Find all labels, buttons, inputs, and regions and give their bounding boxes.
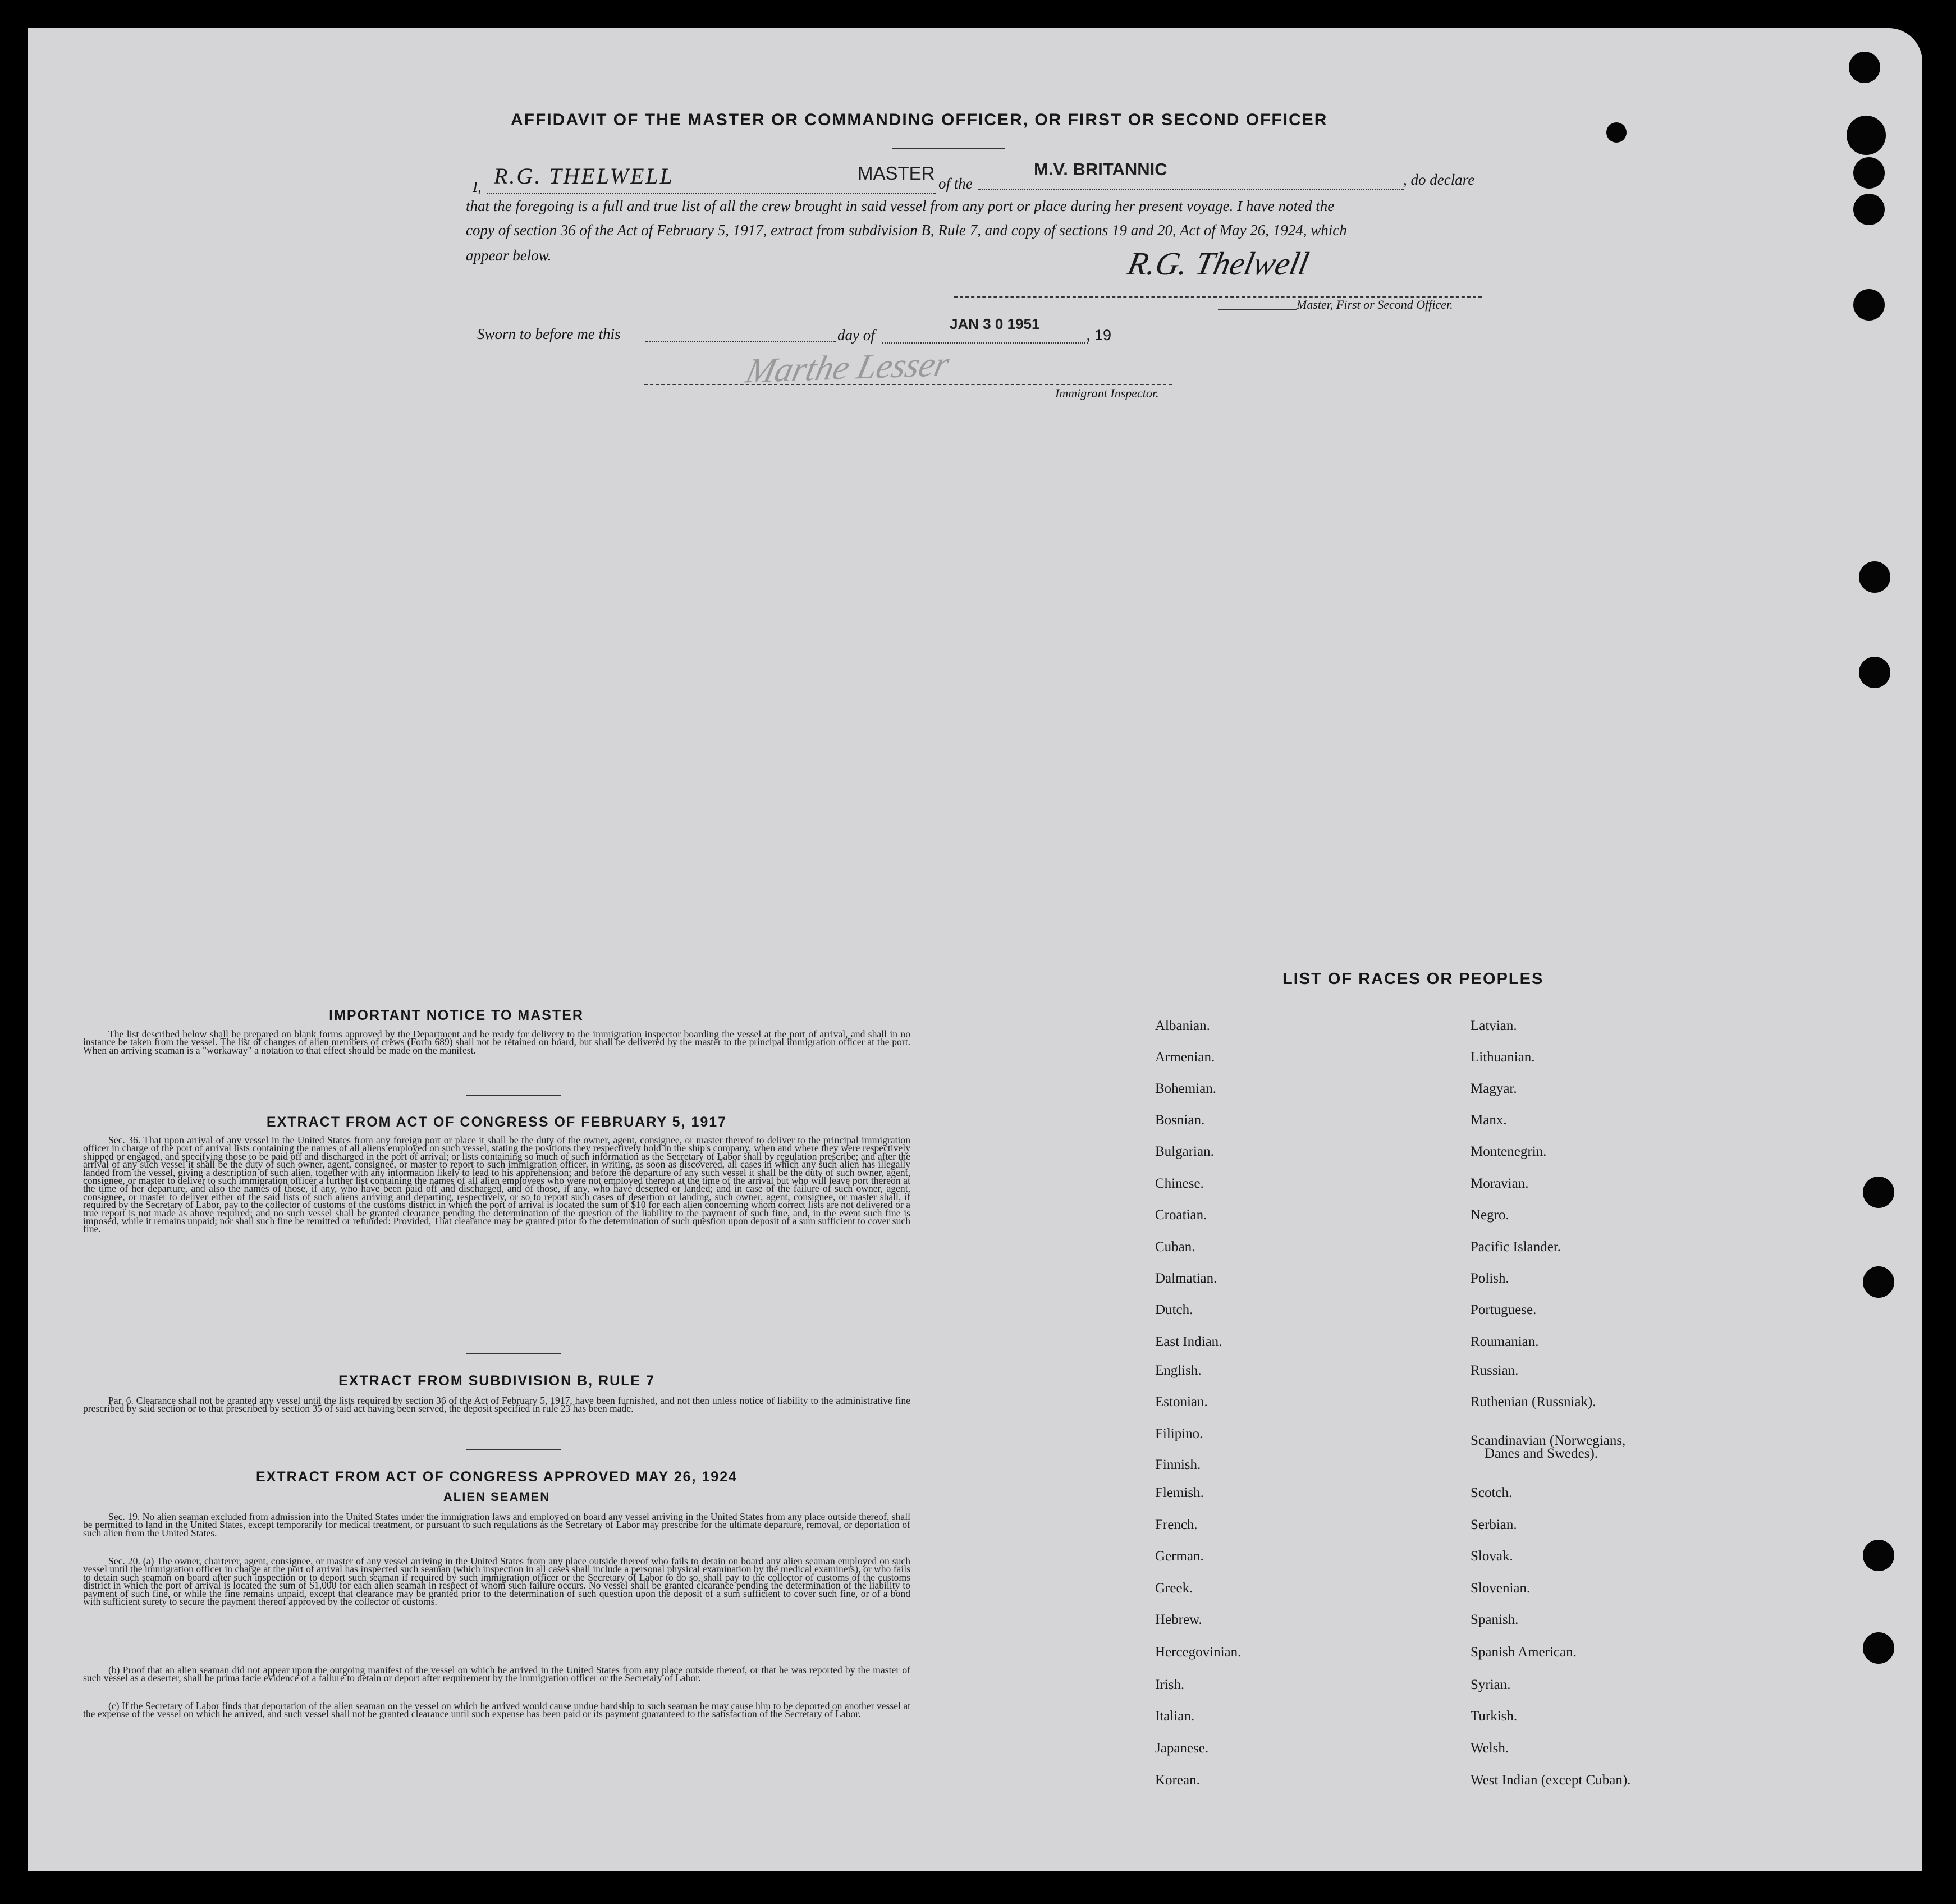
race-item: Hercegovinian. [1155,1645,1242,1660]
role-stamp: MASTER [858,163,935,184]
race-item: Manx. [1471,1113,1507,1128]
section-rule [466,1449,561,1450]
race-item: Portuguese. [1471,1302,1537,1317]
race-item: Dutch. [1155,1302,1193,1317]
punch-hole [1853,194,1885,225]
punch-hole [1863,1266,1894,1298]
race-item: Slovak. [1471,1549,1513,1564]
inspector-line [644,384,1172,385]
master-signature: R.G. Thelwell [1124,245,1312,282]
section-rule [466,1353,561,1354]
race-item: Chinese. [1155,1176,1204,1191]
punch-hole [1859,657,1890,688]
day-of-label: day of [837,327,875,344]
extract-rule7-body: Par. 6. Clearance shall not be granted any vessel until the lists required by section 36 of the Act of February 5, 1917, have been furnished, and not then unless notice of liability to the administrative fine prescribed by said section or to that prescribed by section 35 of said act having been served, the deposit specified in rule 23 has been made. [83,1395,910,1415]
race-item: German. [1155,1549,1204,1564]
do-declare-label: , do declare [1403,171,1475,188]
year-suffix: , 19 [1086,327,1112,344]
race-item: Spanish. [1471,1612,1519,1627]
race-item: Flemish. [1155,1485,1204,1500]
sec-20b-body: (b) Proof that an alien seaman did not appear upon the outgoing manifest of the vessel on which he arrived in the United States from any place outside thereof, or that he was reported by the master of such vessel as a deserter, shall be prima facie evidence of a failure to detain or deport after requirement by the immigration officer or the Secretary of Labor. [83,1664,910,1684]
races-title: LIST OF RACES OR PEOPLES [1282,970,1544,988]
extract-1917-body: Sec. 36. That upon arrival of any vessel in the United States from any foreign port or place it shall be the duty of the owner, agent, consignee, or master thereof to deliver to the principal immigration officer in charge of the port of arrival lists containing the names of all aliens employed on such vessel, stating the positions they respectively hold in the ship's company, when and where they were respectively shipped or engaged, and specifying those to be paid off and discharged in the port of arrival; or lists containing so much of such information as the Secretary of Labor shall by regulation prescribe; and after the arrival of any such vessel it shall be the duty of such owner, agent, consignee, or master to report to such immigration officer, in writing, as soon as discovered, all cases in which any such alien has illegally landed from the vessel, giving a description of such alien, together with any information likely to lead to his apprehension; and before the departure of any such vessel it shall be the duty of such owner, agent, consignee, or master to deliver to such immigration officer a further list containing the names of all alien employees who were not employed thereon at the time of the arrival but who will leave port thereon at the time of her departure, and also the names of those, if any, who have been paid off and discharged, and of those, if any, who have deserted or landed; and in case of the failure of such owner, agent, consignee, or master to deliver either of the said lists of such aliens arriving and departing, respectively, or so to report such cases of desertion or landing, such owner, agent, consignee, or master shall, if required by the Secretary of Labor, pay to the collector of customs of the customs district in which the port of arrival is located the sum of $10 for each alien concerning whom correct lists are not delivered or a true report is not made as above required; and no such vessel shall be granted clearance pending the determination of the question of the liability to the payment of such fine, and, in the event such fine is imposed, while it remains unpaid; nor shall such fine be remitted or refunded: Provided, That clearance may be granted prior to the determination of such question upon deposit of a sum sufficient to cover such fine. [83,1134,910,1235]
race-item: Slovenian. [1471,1581,1531,1596]
race-item: Negro. [1471,1207,1509,1223]
race-item: Irish. [1155,1677,1185,1692]
race-item: Filipino. [1155,1426,1203,1441]
race-item: Hebrew. [1155,1612,1202,1627]
race-item: Japanese. [1155,1741,1209,1756]
declaration-line-3: copy of section 36 of the Act of February 5, 1917, extract from subdivision B, Rule 7, and copy of sections 19 and 20, Act of May 26, 1924, which [466,222,1347,239]
vessel-stamp: M.V. BRITANNIC [1034,159,1167,179]
sworn-day-line [645,341,836,342]
section-rule [466,1095,561,1096]
punch-hole [1863,1177,1894,1208]
extract-1917-title: EXTRACT FROM ACT OF CONGRESS OF FEBRUARY 5, 1917 [266,1114,727,1130]
vessel-line [978,189,1404,190]
race-item: Pacific Islander. [1471,1239,1561,1255]
punch-hole [1853,157,1885,189]
race-item: Russian. [1471,1363,1519,1378]
race-item: Lithuanian. [1471,1050,1535,1065]
race-item: East Indian. [1155,1334,1222,1349]
master-name-handwritten: R.G. THELWELL [494,163,674,189]
punch-hole [1853,289,1885,321]
race-item: Dalmatian. [1155,1271,1217,1286]
race-item: Danes and Swedes). [1485,1446,1598,1461]
race-item: Bohemian. [1155,1081,1217,1096]
race-item: Korean. [1155,1773,1200,1788]
notice-title: IMPORTANT NOTICE TO MASTER [329,1008,584,1023]
race-item: Polish. [1471,1271,1509,1286]
sworn-label: Sworn to before me this [477,326,621,342]
punch-hole [1606,122,1627,143]
race-item: French. [1155,1517,1198,1532]
punch-hole [1849,52,1880,83]
punch-hole [1859,561,1890,593]
sworn-month-line [882,342,1088,344]
race-item: Turkish. [1471,1709,1518,1724]
race-item: Armenian. [1155,1050,1215,1065]
race-item: English. [1155,1363,1202,1378]
of-the-label: of the [938,175,973,192]
sec-19-body: Sec. 19. No alien seaman excluded from admission into the United States under the immigration laws and employed on board any vessel arriving in the United States from any place outside thereof, shall be permitted to land in the United States, except temporarily for medical treatment, or pursuant to such regulations as the Secretary of Labor may prescribe for the ultimate departure, removal, or deportation of such alien from the United States. [83,1511,910,1539]
race-item: Syrian. [1471,1677,1511,1692]
signature-caption-rule [1218,309,1297,310]
race-item: Finnish. [1155,1457,1201,1472]
race-item: Serbian. [1471,1517,1517,1532]
race-item: Ruthenian (Russniak). [1471,1394,1596,1409]
punch-hole [1847,116,1886,155]
race-item: Scotch. [1471,1485,1513,1500]
race-item: Estonian. [1155,1394,1208,1409]
race-item: Cuban. [1155,1239,1195,1255]
date-stamp: JAN 3 0 1951 [950,315,1040,332]
race-item: Bulgarian. [1155,1144,1214,1159]
race-item: West Indian (except Cuban). [1471,1773,1631,1788]
notice-body: The list described below shall be prepared on blank forms approved by the Department and be ready for delivery to the immigration inspector boarding the vessel at the port of arrival, and shall in no instance be taken from the vessel. The list of changes of alien members of crews (Form 689) shall not be retained on board, but shall be delivered by the master to the principal immigration officer at the port. When an arriving seaman is a "workaway" a notation to that effect should be made on the manifest. [83,1028,910,1056]
inspector-signature: Marthe Lesser [742,345,953,391]
race-item: Croatian. [1155,1207,1207,1223]
inspector-caption: Immigrant Inspector. [1055,386,1159,400]
race-item: Italian. [1155,1709,1195,1724]
race-item: Moravian. [1471,1176,1529,1191]
race-item: Spanish American. [1471,1645,1577,1660]
affidavit-title: AFFIDAVIT OF THE MASTER OR COMMANDING OFFICER, OR FIRST OR SECOND OFFICER [511,111,1328,129]
race-item: Albanian. [1155,1018,1210,1033]
race-item: Latvian. [1471,1018,1517,1033]
extract-1924-subtitle: ALIEN SEAMEN [443,1490,551,1504]
race-item: Montenegrin. [1471,1144,1547,1159]
race-item: Bosnian. [1155,1113,1205,1128]
punch-hole [1863,1540,1894,1571]
race-item: Scandinavian (Norwegians, [1471,1433,1626,1448]
race-item: Magyar. [1471,1081,1517,1096]
extract-1924-title: EXTRACT FROM ACT OF CONGRESS APPROVED MAY 26, 1924 [255,1469,738,1485]
race-item: Welsh. [1471,1741,1509,1756]
race-item: Greek. [1155,1581,1193,1596]
extract-rule7-title: EXTRACT FROM SUBDIVISION B, RULE 7 [338,1373,655,1389]
declaration-line-4: appear below. [466,247,552,264]
master-name-line [487,193,936,194]
sec-20c-body: (c) If the Secretary of Labor finds that deportation of the alien seaman on the vessel on which he arrived would cause undue hardship to such seaman he may cause him to be deported on another vessel at the expense of the vessel on which he arrived, and such vessel shall not be granted clearance until such expense has been paid or its payment guaranteed to the satisfaction of the Secretary of Labor. [83,1700,911,1720]
signature-caption: Master, First or Second Officer. [1297,298,1453,312]
sec-20a-body: Sec. 20. (a) The owner, charterer, agent, consignee, or master of any vessel arriving in the United States from any place outside thereof who fails to detain on board any alien seaman employed on such vessel until the immigration officer in charge at the port of arrival has inspected such seaman (which inspection in all cases shall include a personal physical examination by the medical examiners), or who fails to detain such seaman on board after such inspection or to deport such seaman if required by such immigration officer or the Secretary of Labor to do so, shall pay to the collector of customs of the customs district in which the port of arrival is located the sum of $1,000 for each alien seaman in respect of whom such failure occurs. No vessel shall be granted clearance pending the determination of the liability to payment of such fine, or while the fine remains unpaid, except that clearance may be granted prior to the determination of such question upon the deposit of a sum sufficient to cover such fine, or of a bond with sufficient surety to secure the payment thereof approved by the collector of customs. [83,1555,910,1608]
race-item: Roumanian. [1471,1334,1539,1349]
title-rule [892,148,1005,149]
declaration-line-2: that the foregoing is a full and true list of all the crew brought in said vessel from any port or place during her present voyage. I have noted the [466,198,1335,214]
punch-hole [1863,1632,1894,1664]
i-label: I, [473,178,482,195]
